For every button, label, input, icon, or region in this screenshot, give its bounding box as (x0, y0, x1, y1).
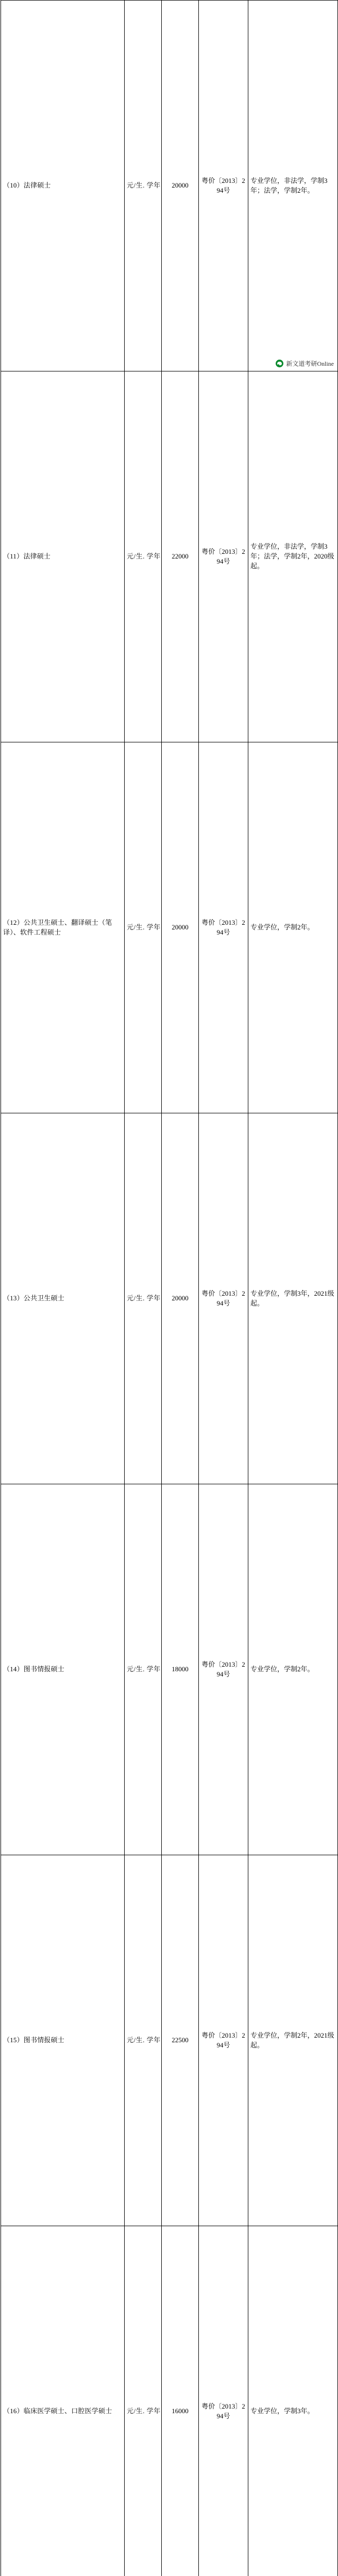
table-row (1, 1, 338, 371)
approval-doc-number: 粤价〔2013〕294号 (199, 1113, 248, 1484)
remark: 专业学位，学制3年。 (248, 2226, 338, 2576)
table-row (1, 2226, 338, 2576)
price-unit: 元/生. 学年 (125, 742, 162, 1113)
watermark-text: 新文道考研Online (286, 359, 334, 368)
remark: 专业学位，非法学，学制3年；法学，学制2年。 (248, 1, 338, 371)
fee-amount: 16000 (162, 2226, 199, 2576)
price-unit: 元/生. 学年 (125, 1484, 162, 1855)
tuition-fee-table (1, 0, 338, 2576)
fee-amount: 22500 (162, 1855, 199, 2226)
program-name: （11）法律硕士 (1, 371, 125, 742)
program-name: （12）公共卫生硕士、翻译硕士（笔译）、软件工程硕士 (1, 742, 125, 1113)
remark: 专业学位，学制2年。 (248, 1484, 338, 1855)
table-row (1, 742, 338, 1113)
program-name: （15）图书情报硕士 (1, 1855, 125, 2226)
program-name: （10）法律硕士 (1, 1, 125, 371)
price-unit: 元/生. 学年 (125, 1113, 162, 1484)
approval-doc-number: 粤价〔2013〕294号 (199, 371, 248, 742)
wechat-official-account-logo-icon (276, 360, 283, 367)
approval-doc-number: 粤价〔2013〕294号 (199, 1484, 248, 1855)
price-unit: 元/生. 学年 (125, 2226, 162, 2576)
remark: 专业学位，学制2年，2021级起。 (248, 1855, 338, 2226)
fee-amount: 20000 (162, 1113, 199, 1484)
price-unit: 元/生. 学年 (125, 371, 162, 742)
approval-doc-number: 粤价〔2013〕294号 (199, 1, 248, 371)
fee-amount: 20000 (162, 1, 199, 371)
fee-amount: 18000 (162, 1484, 199, 1855)
watermark (276, 359, 334, 368)
document-page (0, 0, 338, 371)
program-name: （16）临床医学硕士、口腔医学硕士 (1, 2226, 125, 2576)
fee-amount: 22000 (162, 371, 199, 742)
remark: 专业学位，非法学，学制3年；法学，学制2年，2020级起。 (248, 371, 338, 742)
table-body (1, 1, 338, 2576)
table-row (1, 1484, 338, 1855)
approval-doc-number: 粤价〔2013〕294号 (199, 2226, 248, 2576)
program-name: （14）图书情报硕士 (1, 1484, 125, 1855)
price-unit: 元/生. 学年 (125, 1, 162, 371)
price-unit: 元/生. 学年 (125, 1855, 162, 2226)
table-row (1, 1113, 338, 1484)
table-row (1, 371, 338, 742)
table-row (1, 1855, 338, 2226)
approval-doc-number: 粤价〔2013〕294号 (199, 742, 248, 1113)
approval-doc-number: 粤价〔2013〕294号 (199, 1855, 248, 2226)
remark: 专业学位，学制3年，2021级起。 (248, 1113, 338, 1484)
program-name: （13）公共卫生硕士 (1, 1113, 125, 1484)
fee-amount: 20000 (162, 742, 199, 1113)
remark: 专业学位，学制2年。 (248, 742, 338, 1113)
